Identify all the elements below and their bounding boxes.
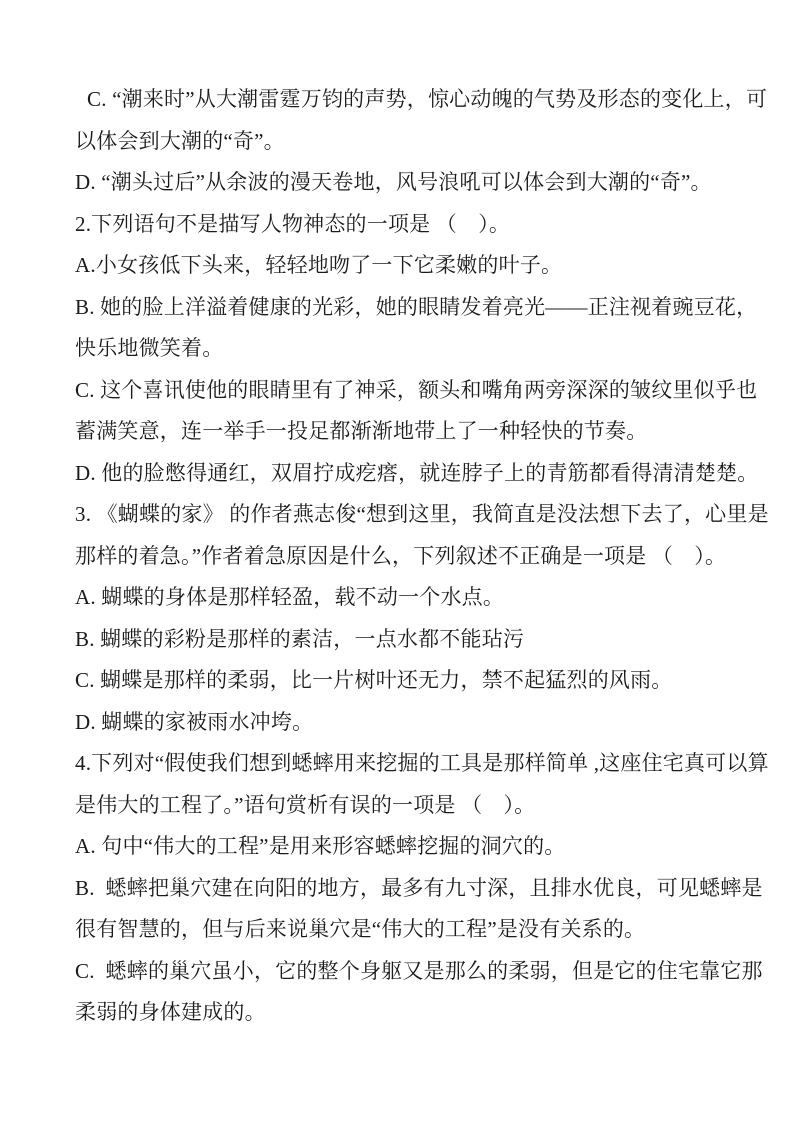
text-line: 蓄满笑意，连一举手一投足都渐渐地带上了一种轻快的节奏。 xyxy=(75,419,648,443)
text-line: B. 蟋蟀把巢穴建在向阳的地方，最多有九寸深，且排水优良，可见蟋蟀是 xyxy=(75,875,763,900)
text-line: C. “潮来时”从大潮雷霆万钧的声势，惊心动魄的气势及形态的变化上，可 xyxy=(87,87,768,111)
text-line: D. “潮头过后”从余波的漫天卷地，风号浪吼可以体会到大潮的“奇”。 xyxy=(75,170,712,194)
text-line: B. 蝴蝶的彩粉是那样的素洁，一点水都不能玷污 xyxy=(75,626,525,651)
question-2-stem: 2.下列语句不是描写人物神态的一项是 （ ）。 xyxy=(75,211,511,236)
text-line: C. 蟋蟀的巢穴虽小，它的整个身躯又是那么的柔弱，但是它的住宅靠它那 xyxy=(75,958,763,983)
text-line: D. 蝴蝶的家被雨水冲垮。 xyxy=(75,709,314,734)
question-3-stem: 3. 《蝴蝶的家》 的作者燕志俊“想到这里，我简直是没法想下去了，心里是 xyxy=(75,502,769,526)
text-line: 那样的着急。”作者着急原因是什么，下列叙述不正确是一项是 （ ）。 xyxy=(75,543,727,568)
text-line: A. 句中“伟大的工程”是用来形容蟋蟀挖掘的洞穴的。 xyxy=(75,834,566,858)
text-line: 柔弱的身体建成的。 xyxy=(75,1000,266,1024)
text-line: B. 她的脸上洋溢着健康的光彩，她的眼睛发着亮光——正注视着豌豆花， xyxy=(75,294,758,319)
text-line: A. 蝴蝶的身体是那样轻盈，载不动一个水点。 xyxy=(75,585,505,609)
question-4-stem: 4.下列对“假使我们想到蟋蟀用来挖掘的工具是那样简单 ,这座住宅真可以算 xyxy=(75,751,769,775)
text-line: C. 蝴蝶是那样的柔弱，比一片树叶还无力，禁不起猛烈的风雨。 xyxy=(75,668,673,692)
text-line: 快乐地微笑着。 xyxy=(75,336,224,360)
text-line: 很有智慧的，但与后来说巢穴是“伟大的工程”是没有关系的。 xyxy=(75,917,646,941)
text-line: D. 他的脸憋得通红，双眉拧成疙瘩，就连脖子上的青筋都看得清清楚楚。 xyxy=(75,460,759,485)
text-line: 是伟大的工程了。”语句赏析有误的一项是 （ ）。 xyxy=(75,792,536,817)
text-line: C. 这个喜讯使他的眼睛里有了神采，额头和嘴角两旁深深的皱纹里似乎也 xyxy=(75,377,758,402)
text-line: A.小女孩低下头来，轻轻地吻了一下它柔嫩的叶子。 xyxy=(75,253,563,277)
text-line: 以体会到大潮的“奇”。 xyxy=(75,128,285,153)
document-text-block xyxy=(75,79,769,1034)
